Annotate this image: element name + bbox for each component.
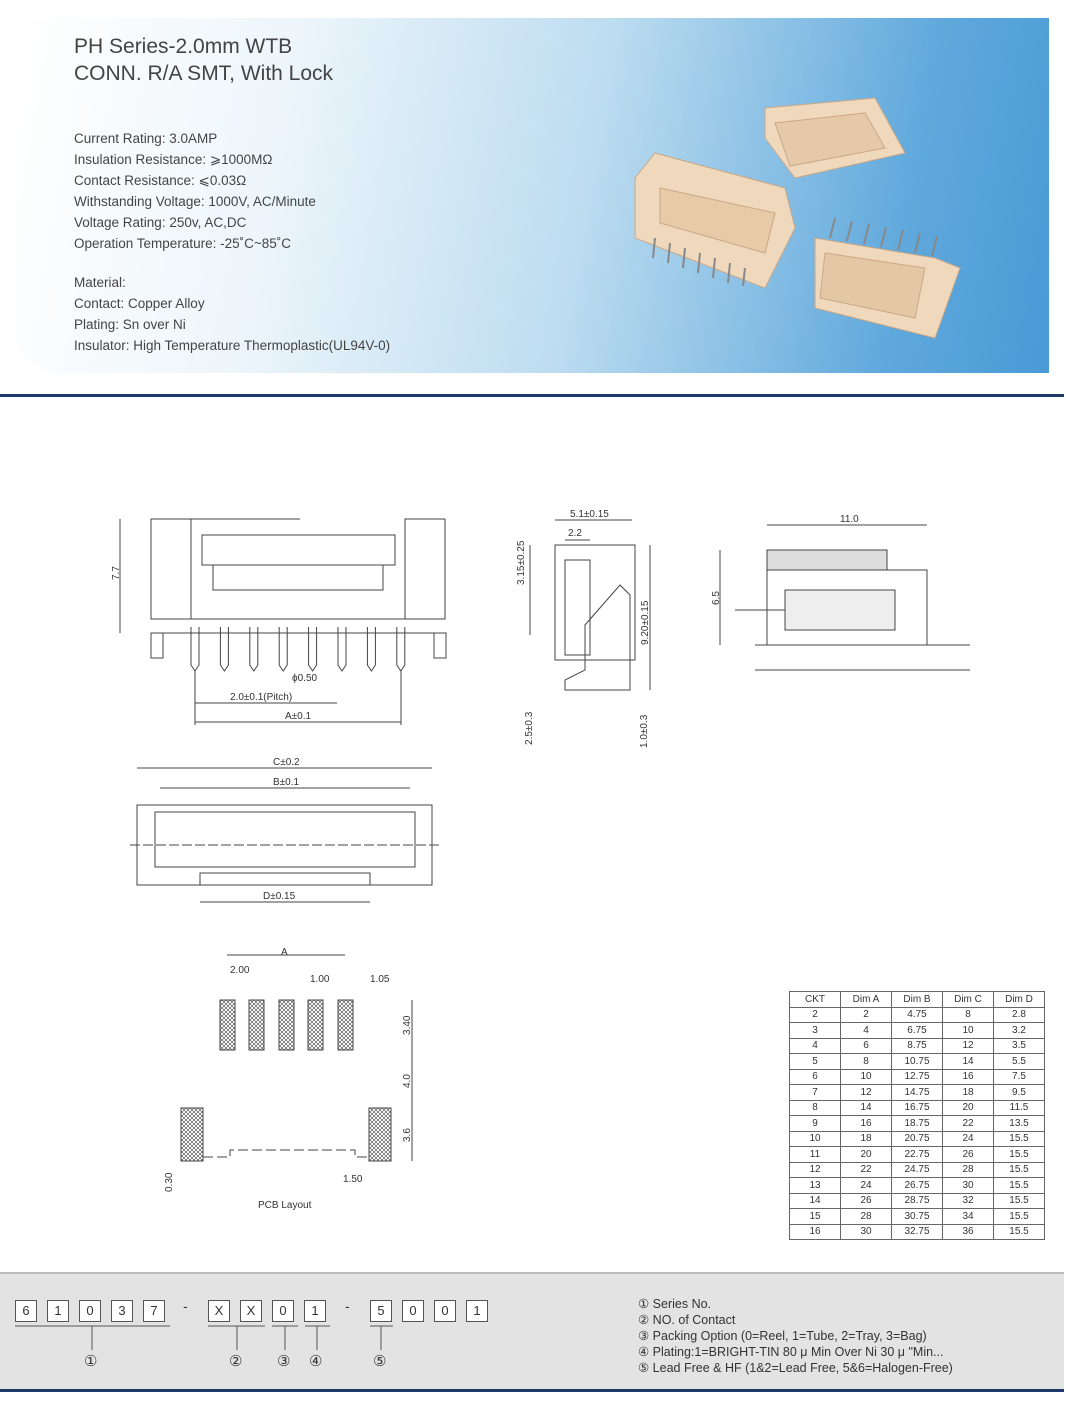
marker-4: ④: [309, 1353, 323, 1370]
table-cell: 9: [790, 1116, 841, 1132]
dim-c: C±0.2: [273, 757, 300, 768]
dim-b: B±0.1: [273, 777, 300, 788]
table-cell: 7: [790, 1085, 841, 1101]
table-cell: 6: [790, 1069, 841, 1085]
part-number-digit: 0: [272, 1300, 294, 1322]
pin: [279, 627, 287, 671]
table-cell: 6.75: [892, 1023, 943, 1039]
table-cell: 20.75: [892, 1131, 943, 1147]
table-cell: 4: [841, 1023, 892, 1039]
table-cell: 20: [841, 1147, 892, 1163]
table-cell: 6: [841, 1038, 892, 1054]
legend-item: ⑤ Lead Free & HF (1&2=Lead Free, 5&6=Halogen-Free): [638, 1361, 953, 1375]
table-cell: 11.5: [994, 1100, 1045, 1116]
table-cell: 32.75: [892, 1224, 943, 1240]
table-row: [790, 1116, 1045, 1132]
column-header: Dim B: [892, 992, 943, 1008]
table-cell: 30.75: [892, 1209, 943, 1225]
table-cell: 22: [841, 1162, 892, 1178]
dim-d: D±0.15: [263, 891, 296, 902]
table-row: [790, 1100, 1045, 1116]
part-number-digit: X: [240, 1300, 262, 1322]
part-number-digit: 0: [434, 1300, 456, 1322]
table-cell: 18.75: [892, 1116, 943, 1132]
spec-item: Voltage Rating: 250v, AC,DC: [74, 215, 247, 230]
part-number-legend: [638, 1296, 953, 1376]
dim-pad-width: 1.00: [310, 974, 330, 985]
table-cell: 13: [790, 1178, 841, 1194]
table-cell: 3.5: [994, 1038, 1045, 1054]
section-view-drawing: [705, 510, 980, 675]
table-cell: 22: [943, 1116, 994, 1132]
table-row: [790, 1054, 1045, 1070]
table-cell: 13.5: [994, 1116, 1045, 1132]
marker-3: ③: [277, 1353, 291, 1370]
material-item: Material:: [74, 275, 126, 290]
dim-height: 7.7: [111, 566, 122, 580]
table-cell: 24.75: [892, 1162, 943, 1178]
table-cell: 26: [943, 1147, 994, 1163]
part-number-panel: [0, 1272, 1064, 1392]
table-cell: 8: [841, 1054, 892, 1070]
table-cell: 26.75: [892, 1178, 943, 1194]
table-cell: 14.75: [892, 1085, 943, 1101]
part-number-digit: 1: [304, 1300, 326, 1322]
table-row: [790, 1224, 1045, 1240]
pin: [220, 627, 228, 671]
table-row: [790, 1023, 1045, 1039]
product-photo: [615, 78, 975, 358]
material-item: Insulator: High Temperature Thermoplastic(UL94V-0): [74, 338, 391, 353]
part-number-digit: X: [208, 1300, 230, 1322]
dim-tab-width: 1.50: [343, 1174, 363, 1185]
table-cell: 34: [943, 1209, 994, 1225]
title-line-2: CONN. R/A SMT, With Lock: [74, 62, 334, 85]
pin: [397, 627, 405, 671]
table-cell: 30: [841, 1224, 892, 1240]
table-cell: 26: [841, 1193, 892, 1209]
dim-h1: 3.15±0.25: [516, 540, 527, 585]
legend-item: ③ Packing Option (0=Reel, 1=Tube, 2=Tray, 3=Bag): [638, 1329, 927, 1343]
table-cell: 12: [841, 1085, 892, 1101]
table-row: [790, 1131, 1045, 1147]
table-row: [790, 1007, 1045, 1023]
dim-width: 11.0: [840, 514, 859, 525]
table-cell: 10: [790, 1131, 841, 1147]
column-header: CKT: [790, 992, 841, 1008]
table-cell: 18: [943, 1085, 994, 1101]
pcb-caption: PCB Layout: [258, 1200, 312, 1211]
dim-height: 6.5: [711, 591, 722, 605]
dim-h4: 1.0±0.3: [639, 714, 650, 748]
dim-h3: 2.5±0.3: [524, 711, 535, 745]
table-row: [790, 1209, 1045, 1225]
table-cell: 7.5: [994, 1069, 1045, 1085]
table-cell: 22.75: [892, 1147, 943, 1163]
table-cell: 15.5: [994, 1224, 1045, 1240]
table-row: [790, 1147, 1045, 1163]
dim-offset: 1.05: [370, 974, 390, 985]
top-view-drawing: [130, 755, 440, 905]
table-cell: 3: [790, 1023, 841, 1039]
part-number-digit: 7: [143, 1300, 165, 1322]
dim-tab-height: 3.6: [402, 1128, 413, 1142]
table-cell: 2: [841, 1007, 892, 1023]
table-cell: 15: [790, 1209, 841, 1225]
spec-list: [74, 128, 390, 356]
table-cell: 24: [841, 1178, 892, 1194]
dim-h2: 9.20±0.15: [640, 600, 651, 645]
table-row: [790, 1162, 1045, 1178]
table-cell: 16: [790, 1224, 841, 1240]
table-cell: 10.75: [892, 1054, 943, 1070]
header-banner: [15, 18, 1049, 373]
dim-pad-height: 3.40: [402, 1015, 413, 1035]
table-cell: 16.75: [892, 1100, 943, 1116]
table-cell: 28: [841, 1209, 892, 1225]
table-cell: 5: [790, 1054, 841, 1070]
part-number-digit: 6: [15, 1300, 37, 1322]
marker-1: ①: [84, 1353, 98, 1370]
column-header: Dim A: [841, 992, 892, 1008]
pcb-layout-drawing: [150, 940, 430, 1220]
table-cell: 15.5: [994, 1162, 1045, 1178]
table-cell: 15.5: [994, 1131, 1045, 1147]
legend-item: ④ Plating:1=BRIGHT-TIN 80 μ Min Over Ni 30 μ "Min...: [638, 1345, 944, 1359]
dimension-table: [789, 991, 1045, 1240]
table-cell: 20: [943, 1100, 994, 1116]
table-cell: 18: [841, 1131, 892, 1147]
table-cell: 4.75: [892, 1007, 943, 1023]
part-number-digit: 5: [370, 1300, 392, 1322]
pin: [338, 627, 346, 671]
table-cell: 24: [943, 1131, 994, 1147]
table-cell: 28.75: [892, 1193, 943, 1209]
table-cell: 14: [943, 1054, 994, 1070]
divider: [0, 394, 1064, 397]
part-number-digit: 1: [47, 1300, 69, 1322]
column-header: Dim D: [994, 992, 1045, 1008]
pin: [250, 627, 258, 671]
table-row: [790, 1069, 1045, 1085]
marker-2: ②: [229, 1353, 243, 1370]
dim-width: 5.1±0.15: [570, 509, 609, 520]
marker-leaders: [0, 1274, 500, 1364]
table-cell: 16: [943, 1069, 994, 1085]
dim-step: 0.30: [164, 1172, 175, 1192]
page-title: [74, 33, 333, 87]
side-view-drawing: [510, 505, 670, 750]
spec-item: Withstanding Voltage: 1000V, AC/Minute: [74, 194, 316, 209]
spec-item: Contact Resistance: ⩽0.03Ω: [74, 173, 247, 188]
table-cell: 16: [841, 1116, 892, 1132]
spec-item: Insulation Resistance: ⩾1000MΩ: [74, 152, 273, 167]
table-cell: 9.5: [994, 1085, 1045, 1101]
spec-item: Current Rating: 3.0AMP: [74, 131, 218, 146]
dim-a: A±0.1: [285, 711, 312, 722]
table-cell: 10: [943, 1023, 994, 1039]
pin: [309, 627, 317, 671]
dim-pitch: 2.0±0.1(Pitch): [230, 692, 293, 703]
part-number-digit: 3: [111, 1300, 133, 1322]
table-cell: 11: [790, 1147, 841, 1163]
part-number-digit: 1: [466, 1300, 488, 1322]
table-cell: 32: [943, 1193, 994, 1209]
marker-5: ⑤: [373, 1353, 387, 1370]
column-header: Dim C: [943, 992, 994, 1008]
table-cell: 12: [943, 1038, 994, 1054]
table-cell: 15.5: [994, 1193, 1045, 1209]
table-row: [790, 1085, 1045, 1101]
table-cell: 15.5: [994, 1209, 1045, 1225]
table-cell: 14: [841, 1100, 892, 1116]
front-view-drawing: [100, 505, 460, 730]
table-row: [790, 1178, 1045, 1194]
dim-diameter: ϕ0.50: [292, 673, 318, 684]
table-row: [790, 1193, 1045, 1209]
table-cell: 36: [943, 1224, 994, 1240]
part-number-separator: -: [345, 1298, 350, 1314]
table-cell: 12: [790, 1162, 841, 1178]
pin: [367, 627, 375, 671]
table-cell: 3.2: [994, 1023, 1045, 1039]
dim-gap: 4.0: [402, 1074, 413, 1088]
table-cell: 5.5: [994, 1054, 1045, 1070]
dim-inner: 2.2: [568, 528, 582, 539]
table-cell: 28: [943, 1162, 994, 1178]
table-cell: 14: [790, 1193, 841, 1209]
title-line-1: PH Series-2.0mm WTB: [74, 35, 293, 58]
table-cell: 8.75: [892, 1038, 943, 1054]
table-cell: 12.75: [892, 1069, 943, 1085]
pin: [191, 627, 199, 671]
table-cell: 15.5: [994, 1178, 1045, 1194]
dim-a: A: [281, 947, 288, 958]
table-row: [790, 1038, 1045, 1054]
spec-item: Operation Temperature: -25˚C~85˚C: [74, 236, 291, 251]
table-cell: 15.5: [994, 1147, 1045, 1163]
part-number-separator: -: [183, 1298, 188, 1314]
material-item: Contact: Copper Alloy: [74, 296, 205, 311]
table-cell: 30: [943, 1178, 994, 1194]
table-cell: 8: [943, 1007, 994, 1023]
table-cell: 2: [790, 1007, 841, 1023]
legend-item: ① Series No.: [638, 1297, 712, 1311]
table-cell: 4: [790, 1038, 841, 1054]
table-cell: 10: [841, 1069, 892, 1085]
table-cell: 8: [790, 1100, 841, 1116]
legend-item: ② NO. of Contact: [638, 1313, 736, 1327]
table-cell: 2.8: [994, 1007, 1045, 1023]
part-number-digit: 0: [79, 1300, 101, 1322]
material-item: Plating: Sn over Ni: [74, 317, 186, 332]
part-number-digit: 0: [402, 1300, 424, 1322]
dim-pitch: 2.00: [230, 965, 250, 976]
